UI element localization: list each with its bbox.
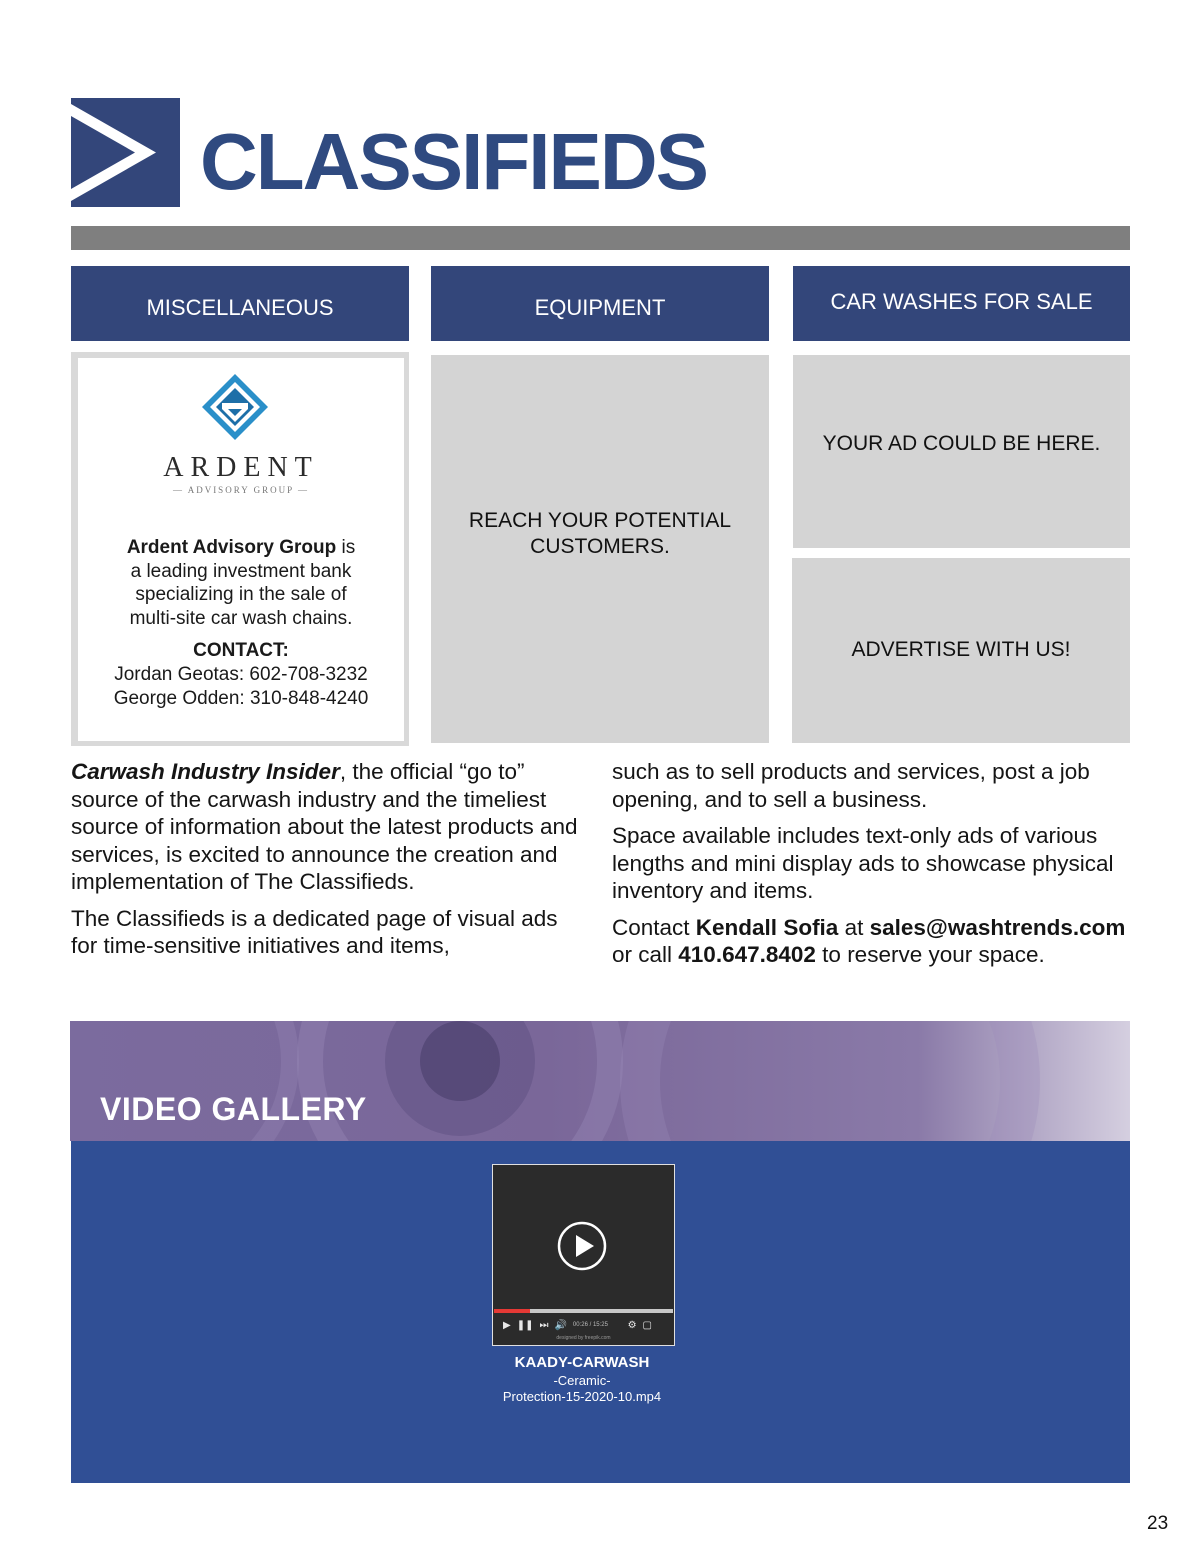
video-title-line3[interactable]: Protection-15-2020-10.mp4 [502,1389,662,1404]
contact-text-2: at [838,914,870,940]
video-thumbnail[interactable] [492,1164,675,1346]
contact-jordan-geotas: Jordan Geotas: 602-708-3232 [114,664,368,685]
ardent-desc-line1: is [336,537,356,558]
page-title: CLASSIFIEDS [200,117,707,206]
ardent-desc-line2: a leading investment bank [130,560,352,582]
ardent-diamond-logo-icon [200,372,270,444]
video-time: 00:26 / 15:25 [572,1322,608,1328]
video-title-line2[interactable]: -Ceramic- [553,1373,611,1388]
car-wash-ad-placeholder-1: YOUR AD COULD BE HERE. [793,355,1130,548]
play-small-icon[interactable]: ▶ [503,1319,511,1331]
contact-text-1: Contact [612,914,696,940]
intro-paragraph-4: Space available includes text-only ads of various lengths and mini display ads to showcase physical inventory and items. [612,823,1114,903]
video-gallery-banner [70,1021,1130,1141]
column-heading-car-washes-for-sale: CAR WASHES FOR SALE [793,266,1130,341]
ardent-wordmark: ARDENT [163,452,319,483]
intro-paragraph-1 [71,758,586,896]
ardent-description [78,536,404,630]
intro-paragraph-1-text: , the official “go to” source of the carwash industry and the timeliest source of information about the latest products and services, is excited to announce the creation and implementation of The Classifieds. [71,759,578,894]
video-controls [503,1318,664,1332]
video-gallery-title: VIDEO GALLERY [100,1091,367,1127]
ardent-desc-line4: multi-site car wash chains. [129,607,353,629]
equipment-ad-line2: CUSTOMERS. [530,535,670,558]
fullscreen-icon[interactable]: ▢ [642,1319,652,1331]
intro-paragraph-5 [612,914,1132,969]
publication-name: Carwash Industry Insider [71,759,340,784]
contact-george-odden: George Odden: 310-848-4240 [113,688,369,709]
contact-phone: 410.647.8402 [678,942,816,967]
settings-gear-icon[interactable]: ⚙ [627,1319,637,1331]
equipment-ad-line1: REACH YOUR POTENTIAL [468,509,732,532]
chevron-logo-icon [71,98,180,207]
ardent-company-name: Ardent Advisory Group [126,537,337,558]
volume-icon[interactable]: 🔊 [554,1319,567,1331]
play-icon[interactable] [557,1221,607,1271]
page-number: 23 [1147,1513,1169,1534]
ardent-tagline: — ADVISORY GROUP — [172,485,310,495]
contact-text-3: or call [612,942,679,967]
contact-text-4: to reserve your space. [815,942,1045,967]
contact-label: CONTACT: [193,640,289,661]
intro-column-right [612,758,1132,978]
column-heading-miscellaneous: MISCELLANEOUS [71,266,409,341]
video-progress-bar[interactable] [494,1309,673,1313]
divider-bar [71,226,1130,250]
contact-email-link[interactable]: sales@washtrends.com [869,914,1126,940]
ardent-advisory-ad[interactable] [71,352,409,746]
video-progress-fill [494,1309,530,1313]
skip-icon[interactable]: ⏭ [539,1319,549,1331]
intro-paragraph-2: The Classifieds is a dedicated page of visual ads for time-sensitive initiatives and items, [71,905,558,958]
car-wash-ad-placeholder-2: ADVERTISE WITH US! [792,558,1130,743]
ardent-desc-line3: specializing in the sale of [135,584,347,605]
video-title-line1[interactable]: KAADY-CARWASH [514,1354,650,1371]
intro-column-left [71,758,586,969]
contact-person: Kendall Sofia [695,914,839,940]
ad-content [78,358,404,741]
intro-paragraph-3: such as to sell products and services, post a job opening, and to sell a business. [612,759,1090,812]
video-credit: designed by freepik.com [556,1335,611,1341]
pause-icon[interactable]: ❚❚ [516,1319,534,1331]
equipment-ad-placeholder [431,355,769,743]
column-heading-equipment: EQUIPMENT [431,266,769,341]
